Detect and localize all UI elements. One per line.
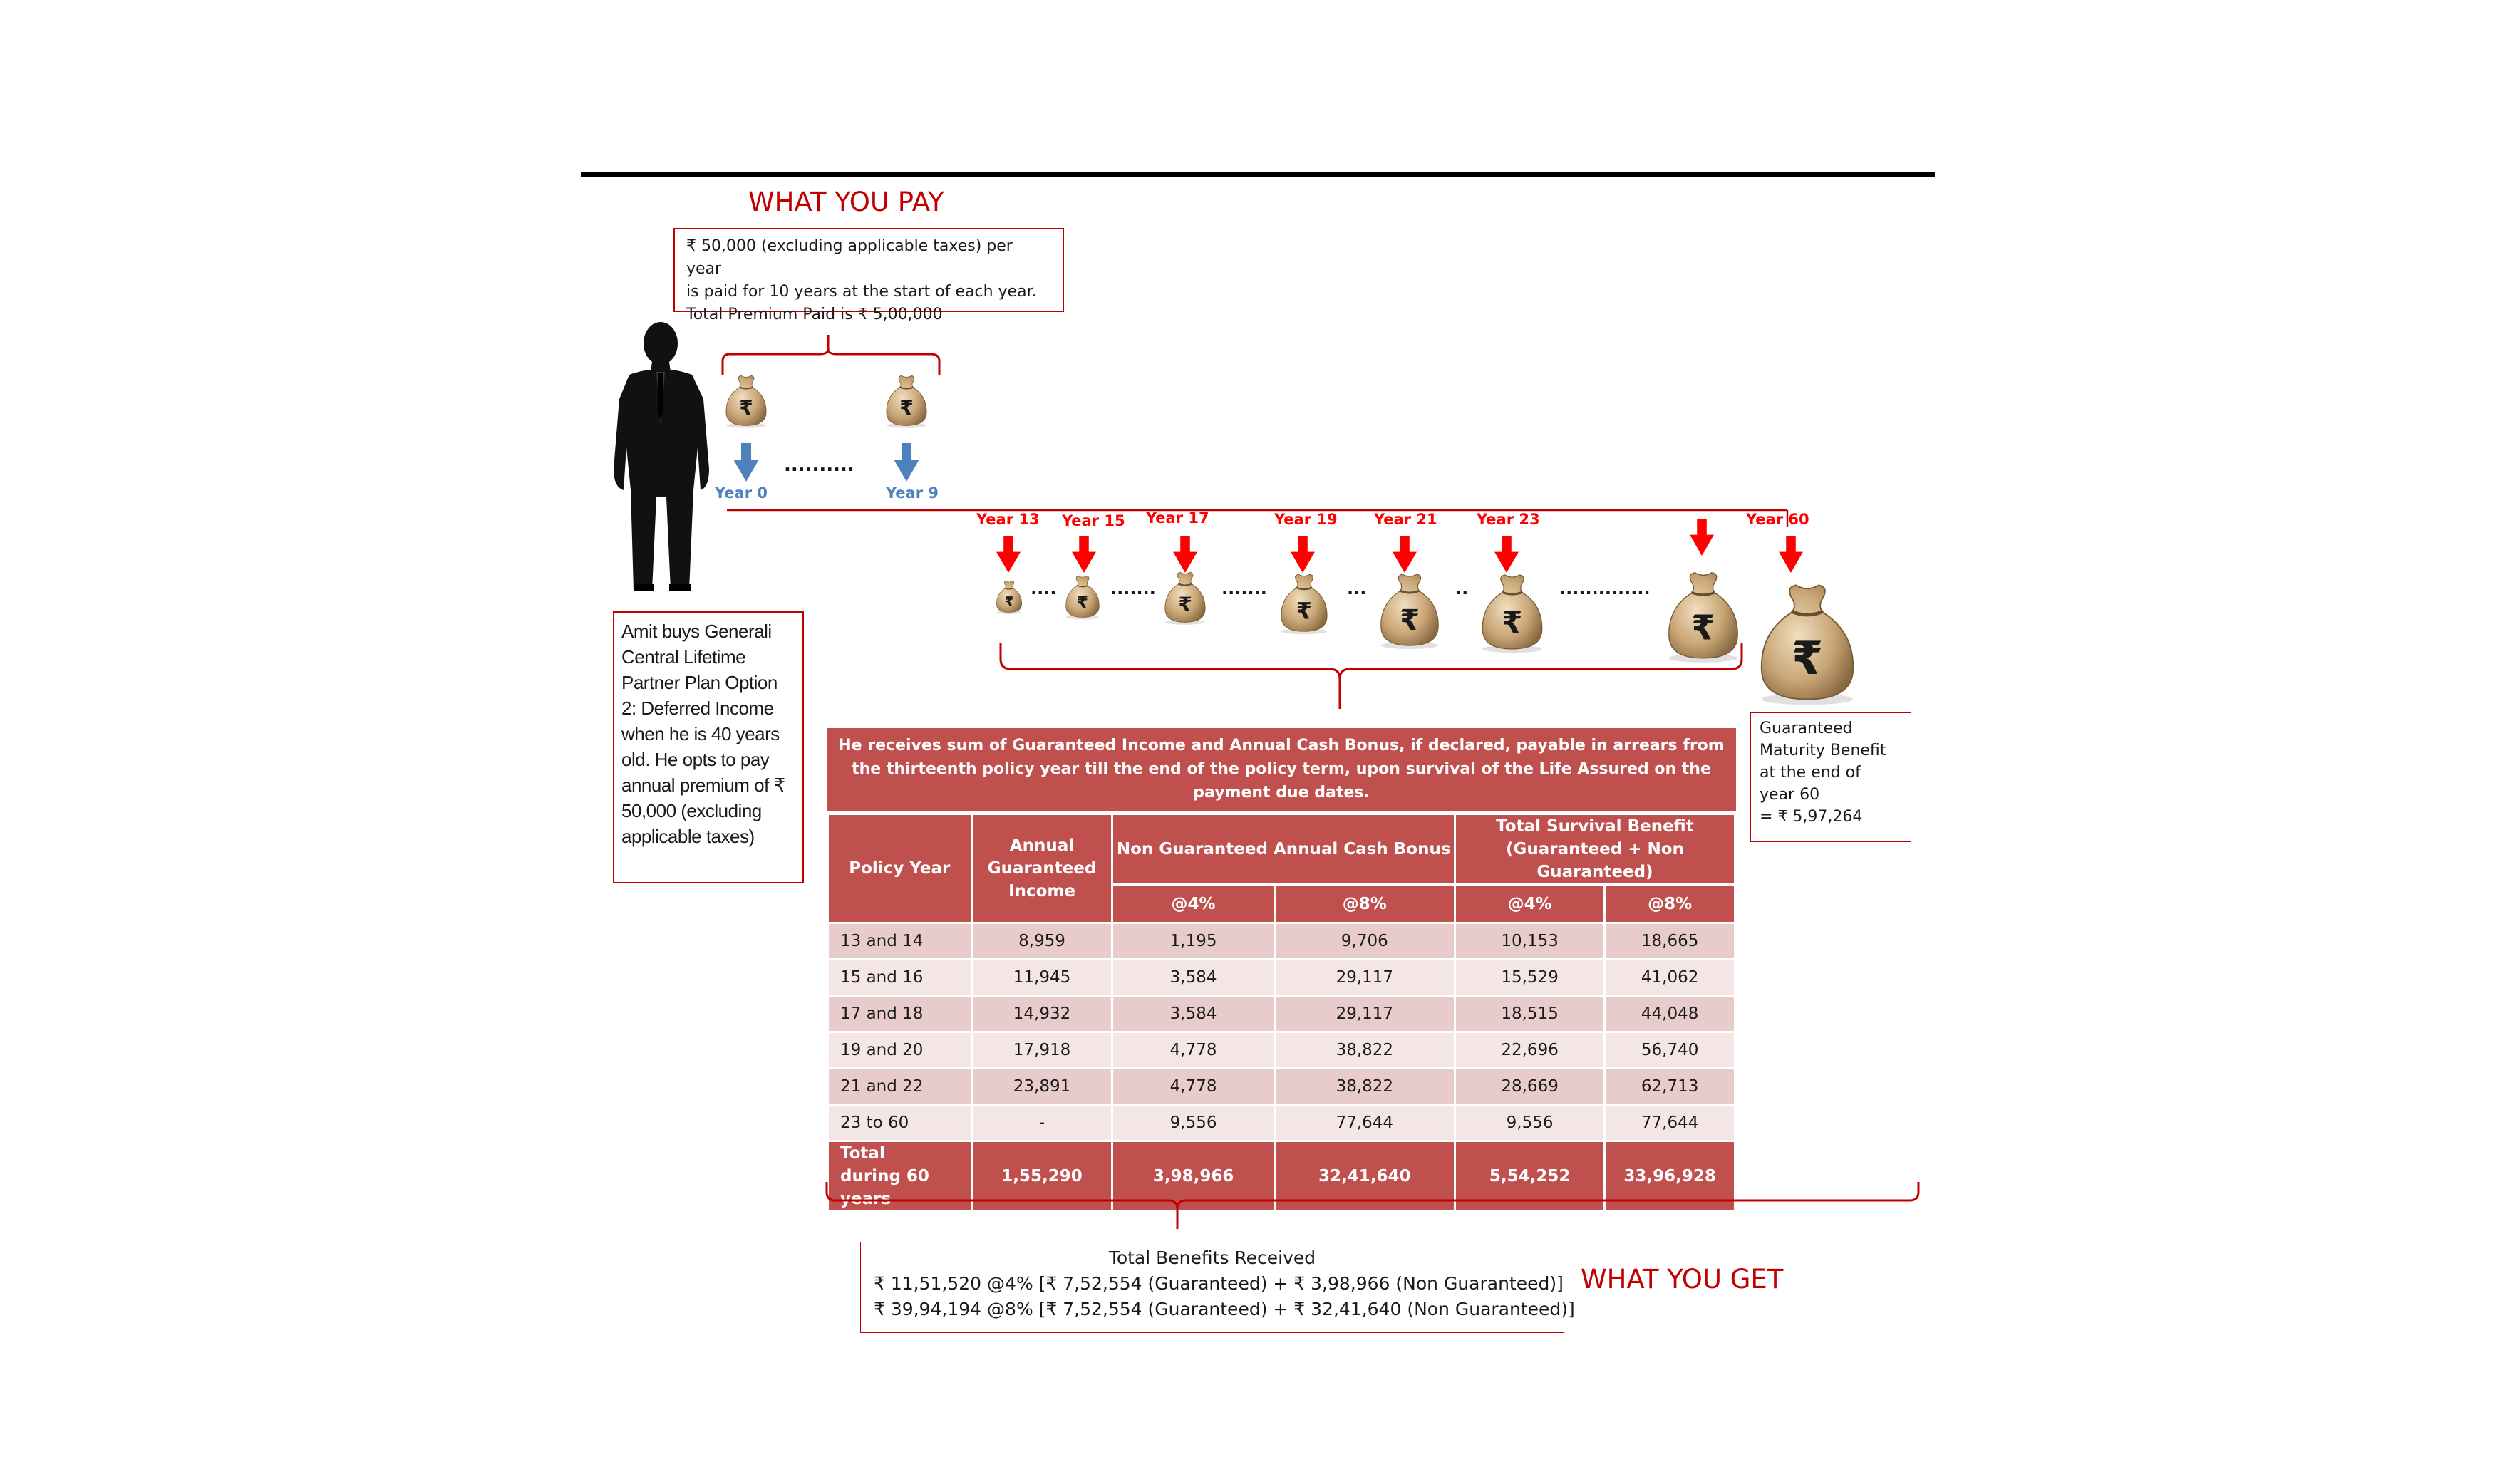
header-rate: @4%	[1455, 885, 1604, 923]
payment-ellipsis: ..........	[784, 455, 854, 476]
cell-bonus-8: 9,706	[1274, 923, 1455, 960]
cell-total-4: 15,529	[1455, 960, 1604, 996]
arrow-down-icon	[996, 536, 1021, 573]
cell-total-8: 77,644	[1605, 1105, 1735, 1141]
header-policy-year: Policy Year	[828, 814, 972, 923]
table-row	[828, 923, 1735, 960]
cell-policy-year: 19 and 20	[828, 1032, 972, 1069]
total-brace	[820, 1179, 1931, 1236]
cell-bonus-8: 29,117	[1274, 996, 1455, 1032]
arrow-down-icon	[1392, 536, 1417, 573]
premium-text: ₹ 50,000 (excluding applicable taxes) per year is paid for 10 years at the start of each year. Total Premium Paid is ₹ 5,00,000	[686, 237, 1037, 323]
header-non-guaranteed-bonus: Non Guaranteed Annual Cash Bonus	[1112, 814, 1455, 885]
cell-bonus-8: 38,822	[1274, 1069, 1455, 1105]
timeline-ellipsis: ...	[1347, 578, 1367, 598]
arrow-down-icon	[1290, 536, 1316, 573]
cell-policy-year: 21 and 22	[828, 1069, 972, 1105]
benefit-bag-year15	[1062, 573, 1103, 621]
year-label-21: Year 21	[1374, 511, 1437, 528]
cell-total-8: 41,062	[1605, 960, 1735, 996]
benefit-bag-year17	[1160, 569, 1210, 627]
arrow-down-icon	[1071, 536, 1097, 573]
year-label-15: Year 15	[1062, 512, 1125, 529]
what-you-pay-heading: WHAT YOU PAY	[748, 187, 944, 217]
header-rate: @8%	[1605, 885, 1735, 923]
benefit-table	[827, 813, 1736, 1213]
cell-total-4: 22,696	[1455, 1032, 1604, 1069]
payment-bag-year9	[882, 373, 931, 429]
cell-total-ng8: 32,41,640	[1274, 1141, 1455, 1212]
cell-bonus-4: 3,584	[1112, 996, 1274, 1032]
total-benefits-line-4: ₹ 11,51,520 @4% [₹ 7,52,554 (Guaranteed) + ₹ 3,98,966 (Non Guaranteed)]	[874, 1273, 1564, 1294]
table-row	[828, 1069, 1735, 1105]
cell-bonus-4: 4,778	[1112, 1032, 1274, 1069]
cell-bonus-8: 29,117	[1274, 960, 1455, 996]
arrow-down-icon	[892, 443, 921, 482]
premium-box	[673, 228, 1064, 323]
header-annual-guaranteed-income: Annual Guaranteed Income	[971, 814, 1112, 923]
cell-policy-year: 13 and 14	[828, 923, 972, 960]
benefit-table-banner: He receives sum of Guaranteed Income and Annual Cash Bonus, if declared, payable in arrears from the thirteenth policy year till the end of the policy term, upon survival of the Life Assured on the payment due dates.	[827, 728, 1736, 811]
cell-bonus-8: 38,822	[1274, 1032, 1455, 1069]
customer-description-box	[613, 611, 804, 883]
cell-total-8: 44,048	[1605, 996, 1735, 1032]
payment-bag-year0	[721, 373, 771, 429]
cell-total-8: 62,713	[1605, 1069, 1735, 1105]
arrow-down-icon	[732, 443, 760, 482]
arrow-down-icon	[1689, 519, 1715, 556]
benefit-timeline-line	[727, 506, 1796, 534]
cell-total-4: 28,669	[1455, 1069, 1604, 1105]
total-benefits-line-8: ₹ 39,94,194 @8% [₹ 7,52,554 (Guaranteed) + ₹ 32,41,640 (Non Guaranteed)]	[874, 1299, 1575, 1319]
year-label-9: Year 9	[886, 484, 939, 502]
maturity-benefit-text: Guaranteed Maturity Benefit at the end of year 60 = ₹ 5,97,264	[1760, 720, 1886, 826]
person-silhouette	[609, 319, 723, 593]
cell-total-8: 18,665	[1605, 923, 1735, 960]
maturity-benefit-box	[1750, 712, 1911, 842]
top-rule	[581, 172, 1935, 177]
cell-total-gi: 1,55,290	[971, 1141, 1112, 1212]
cell-total-t8: 33,96,928	[1605, 1141, 1735, 1212]
timeline-ellipsis: .......	[1110, 578, 1156, 598]
timeline-ellipsis: ..	[1455, 578, 1469, 598]
cell-total-4: 18,515	[1455, 996, 1604, 1032]
what-you-get-heading: WHAT YOU GET	[1581, 1264, 1784, 1294]
year-label-0: Year 0	[715, 484, 768, 502]
year-label-60: Year 60	[1746, 511, 1809, 528]
cell-guaranteed-income: 17,918	[971, 1032, 1112, 1069]
cell-guaranteed-income: 14,932	[971, 996, 1112, 1032]
cell-policy-year: 15 and 16	[828, 960, 972, 996]
arrow-down-icon	[1172, 536, 1198, 573]
benefit-bag-year13	[993, 578, 1025, 616]
table-row	[828, 960, 1735, 996]
maturity-bag-year60	[1750, 576, 1864, 711]
cell-total-t4: 5,54,252	[1455, 1141, 1604, 1212]
cell-total-8: 56,740	[1605, 1032, 1735, 1069]
table-row	[828, 1105, 1735, 1141]
year-label-13: Year 13	[976, 511, 1040, 528]
header-rate: @8%	[1274, 885, 1455, 923]
cell-bonus-8: 77,644	[1274, 1105, 1455, 1141]
cell-bonus-4: 1,195	[1112, 923, 1274, 960]
cell-guaranteed-income: 11,945	[971, 960, 1112, 996]
timeline-ellipsis: ....	[1031, 578, 1057, 598]
cell-policy-year: 17 and 18	[828, 996, 972, 1032]
header-rate: @4%	[1112, 885, 1274, 923]
cell-bonus-4: 4,778	[1112, 1069, 1274, 1105]
benefit-brace	[991, 638, 1753, 716]
cell-guaranteed-income: -	[971, 1105, 1112, 1141]
timeline-ellipsis: .......	[1221, 578, 1267, 598]
table-header-row	[828, 814, 1735, 885]
header-total-survival-benefit: Total Survival Benefit (Guaranteed + Non Guaranteed)	[1455, 814, 1735, 885]
cell-bonus-4: 3,584	[1112, 960, 1274, 996]
cell-total-label: Total during 60 years	[828, 1141, 972, 1212]
table-row	[828, 996, 1735, 1032]
year-label-17: Year 17	[1146, 509, 1209, 526]
cell-guaranteed-income: 23,891	[971, 1069, 1112, 1105]
arrow-down-icon	[1778, 536, 1804, 573]
total-benefits-title: Total Benefits Received	[1108, 1247, 1316, 1268]
cell-guaranteed-income: 8,959	[971, 923, 1112, 960]
cell-total-ng4: 3,98,966	[1112, 1141, 1274, 1212]
timeline-ellipsis: ..............	[1559, 578, 1651, 598]
year-label-19: Year 19	[1274, 511, 1338, 528]
cell-total-4: 9,556	[1455, 1105, 1604, 1141]
benefit-bag-year19	[1276, 570, 1333, 637]
cell-total-4: 10,153	[1455, 923, 1604, 960]
total-benefits-box	[860, 1242, 1575, 1333]
table-row	[828, 1032, 1735, 1069]
cell-bonus-4: 9,556	[1112, 1105, 1274, 1141]
year-label-23: Year 23	[1477, 511, 1540, 528]
customer-description: Amit buys Generali Central Lifetime Partner Plan Option 2: Deferred Income when he is 40 years old. He opts to pay annual premium of ₹ 50,000 (excluding applicable taxes)	[621, 621, 785, 847]
cell-policy-year: 23 to 60	[828, 1105, 972, 1141]
arrow-down-icon	[1494, 536, 1519, 573]
